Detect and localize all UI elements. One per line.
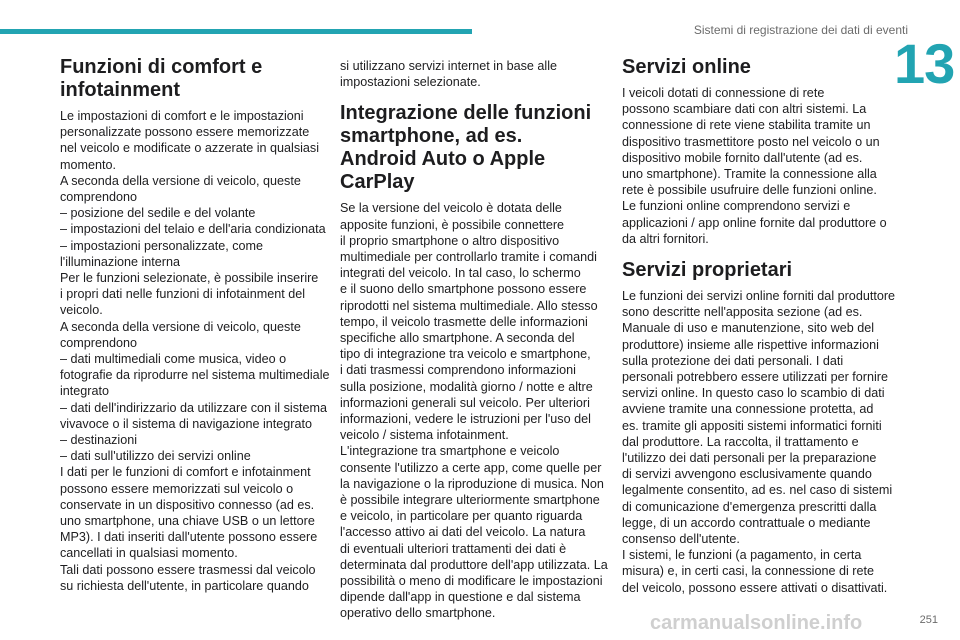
text-line: i propri dati nelle funzioni di infotainment del	[60, 287, 306, 302]
paragraph-continuation	[340, 58, 602, 90]
text-line: sulla protezione dei dati personali. I dati	[622, 353, 844, 368]
heading-online-services: Servizi online	[622, 56, 751, 78]
text-line: possibilità o meno di modificare le impostazioni	[340, 574, 603, 589]
text-line: MP3). I dati inseriti dall'utente possono essere	[60, 530, 318, 545]
text-line: Se la versione del veicolo è dotata delle	[340, 201, 562, 216]
text-line: cancellati in qualsiasi momento.	[60, 546, 238, 561]
text-line: possono scambiare dati con altri sistemi. La	[622, 102, 867, 117]
text-line: la navigazione o la riproduzione di musica. Non	[340, 476, 604, 491]
text-line: impostazioni selezionate.	[340, 75, 481, 90]
header-accent-bar	[0, 29, 472, 34]
text-line: su richiesta dell'utente, in particolare quando	[60, 578, 309, 593]
text-line: di servizi avvengono esclusivamente quando	[622, 467, 872, 482]
text-line: integrato	[60, 384, 110, 399]
text-line: L'integrazione tra smartphone e veicolo	[340, 444, 560, 459]
text-line: I dati per le funzioni di comfort e infotainment	[60, 465, 311, 480]
text-line: dispositivo mobile fornito dall'utente (ad es.	[622, 150, 863, 165]
text-line: es. tramite gli appositi sistemi informatici forniti	[622, 418, 882, 433]
text-line: connessione di rete viene stabilita tramite un	[622, 118, 871, 133]
text-line: personali potrebbero essere utilizzati per fornire	[622, 370, 889, 385]
text-line: servizi online. In questo caso lo scambio di dati	[622, 386, 885, 401]
text-line: e il suono dello smartphone possono essere	[340, 282, 587, 297]
text-line: nel veicolo e modificate o azzerate in qualsiasi	[60, 141, 320, 156]
text-line: fotografie da riprodurre nel sistema multimediale	[60, 368, 330, 383]
text-line: comprendono	[60, 190, 138, 205]
text-line: da altri fornitori.	[622, 231, 709, 246]
heading-proprietary-services: Servizi proprietari	[622, 259, 793, 282]
paragraph-smartphone	[340, 200, 608, 621]
text-line: dispositivo trasmettitore posto nel veicolo o un	[622, 134, 880, 149]
text-line: tempo, il veicolo trasmette delle informazioni	[340, 314, 588, 329]
text-line: uno smartphone, una chiave USB o un lettore	[60, 514, 315, 529]
text-line: – impostazioni personalizzate, come	[60, 238, 264, 253]
text-line: Le impostazioni di comfort e le impostazioni	[60, 109, 304, 123]
heading-smartphone-integration: Integrazione delle funzioni smartphone, ad es. Android Auto o Apple CarPlay	[340, 102, 592, 194]
text-line: sono descritte nell'apposita sezione (ad es.	[622, 305, 863, 320]
text-line: apposite funzioni, è possibile connettere	[340, 217, 565, 232]
text-line: è possibile integrare ulteriormente smartphone	[340, 493, 600, 508]
text-line: riprodotti nel sistema multimediale. Allo stesso	[340, 298, 598, 313]
column-1	[60, 56, 330, 594]
text-line: A seconda della versione di veicolo, queste	[60, 319, 301, 334]
text-line: specifiche allo smartphone. A seconda del	[340, 331, 575, 346]
text-line: il proprio smartphone o altro dispositivo	[340, 233, 560, 248]
text-line: veicolo.	[60, 303, 103, 318]
text-line: – dati dell'indirizzario da utilizzare con il sistema	[60, 400, 327, 415]
text-line: comprendono	[60, 335, 138, 350]
text-line: l'illuminazione interna	[60, 254, 181, 269]
text-line: si utilizzano servizi internet in base alle	[340, 59, 557, 73]
text-line: i dati trasmessi comprendono informazioni	[340, 363, 576, 378]
text-line: produttore) insieme alle rispettive informazioni	[622, 337, 879, 352]
running-head: Sistemi di registrazione dei dati di eventi	[693, 23, 908, 37]
text-line: – posizione del sedile e del volante	[60, 206, 256, 221]
text-line: informazioni, vedere le istruzioni per l'uso del	[340, 412, 591, 427]
text-line: Le funzioni dei servizi online forniti dal produttore	[622, 289, 896, 304]
text-line: personalizzate possono essere memorizzate	[60, 125, 310, 140]
text-line: integrati del veicolo. In tal caso, lo schermo	[340, 266, 581, 281]
text-line: e veicolo, in particolare per quanto riguarda	[340, 509, 583, 524]
text-line: possono essere memorizzati sul veicolo o	[60, 481, 294, 496]
text-line: l'utilizzo dei dati personali per la preparazione	[622, 451, 877, 466]
text-line: I veicoli dotati di connessione di rete	[622, 86, 825, 100]
column-3	[622, 56, 896, 596]
text-line: di eventuali ulteriori trattamenti dei dati è	[340, 541, 567, 556]
text-line: l'accesso attivo ai dati del veicolo. La natura	[340, 525, 586, 540]
text-line: di comunicazione d'emergenza prescritti dalla	[622, 499, 877, 514]
page-number: 251	[919, 614, 938, 626]
text-line: – destinazioni	[60, 433, 138, 448]
text-line: dipende dall'app in questione e dal sistema	[340, 590, 581, 605]
paragraph-online-services	[622, 85, 887, 247]
text-line: – dati sull'utilizzo dei servizi online	[60, 449, 251, 464]
text-line: informazioni generali sul veicolo. Per ulteriori	[340, 395, 590, 410]
text-line: del veicolo, possono essere attivati o disattivati.	[622, 580, 888, 595]
text-line: applicazioni / app online fornite dal produttore o	[622, 215, 887, 230]
text-line: Per le funzioni selezionate, è possibile inserire	[60, 271, 319, 286]
text-line: Tali dati possono essere trasmessi dal veicolo	[60, 562, 316, 577]
text-line: veicolo / sistema infotainment.	[340, 428, 509, 443]
text-line: determinata dal produttore dell'app utilizzata. La	[340, 557, 608, 572]
chapter-number: 13	[894, 32, 955, 95]
text-line: uno smartphone). Tramite la connessione alla	[622, 167, 877, 182]
text-line: multimediale per controllarlo tramite i comandi	[340, 250, 597, 265]
text-line: conservate in un dispositivo connesso (ad es.	[60, 497, 315, 512]
heading-comfort-infotainment: Funzioni di comfort e infotainment	[60, 56, 263, 101]
column-2	[340, 58, 608, 622]
text-line: operativo dello smartphone.	[340, 606, 496, 621]
text-line: dal produttore. La raccolta, il trattamento e	[622, 434, 859, 449]
text-line: legalmente consentito, ad es. nel caso di sistemi	[622, 483, 893, 498]
text-line: rete è possibile usufruire delle funzioni online.	[622, 183, 877, 198]
text-line: sulla posizione, modalità giorno / notte e altre	[340, 379, 593, 394]
text-line: misura) e, in certi casi, la connessione di rete	[622, 564, 874, 579]
text-line: vivavoce o il sistema di navigazione integrato	[60, 416, 313, 431]
text-line: – impostazioni del telaio e dell'aria condizionata	[60, 222, 326, 237]
text-line: – dati multimediali come musica, video o	[60, 352, 287, 367]
paragraph-comfort	[60, 108, 330, 594]
text-line: momento.	[60, 157, 116, 172]
text-line: tipo di integrazione tra veicolo e smartphone,	[340, 347, 591, 362]
text-line: I sistemi, le funzioni (a pagamento, in certa	[622, 548, 862, 563]
watermark: carmanualsonline.info	[650, 612, 863, 634]
text-line: consenso dell'utente.	[622, 532, 740, 547]
paragraph-proprietary-services	[622, 288, 896, 596]
text-line: consente l'utilizzo a certe app, come quelle per	[340, 460, 602, 475]
text-line: Le funzioni online comprendono servizi e	[622, 199, 851, 214]
text-line: Manuale di uso e manutenzione, sito web del	[622, 321, 875, 336]
text-line: avviene tramite una connessione protetta, ad	[622, 402, 874, 417]
text-line: A seconda della versione di veicolo, queste	[60, 173, 301, 188]
text-line: legge, di un accordo contrattuale o mediante	[622, 515, 871, 530]
